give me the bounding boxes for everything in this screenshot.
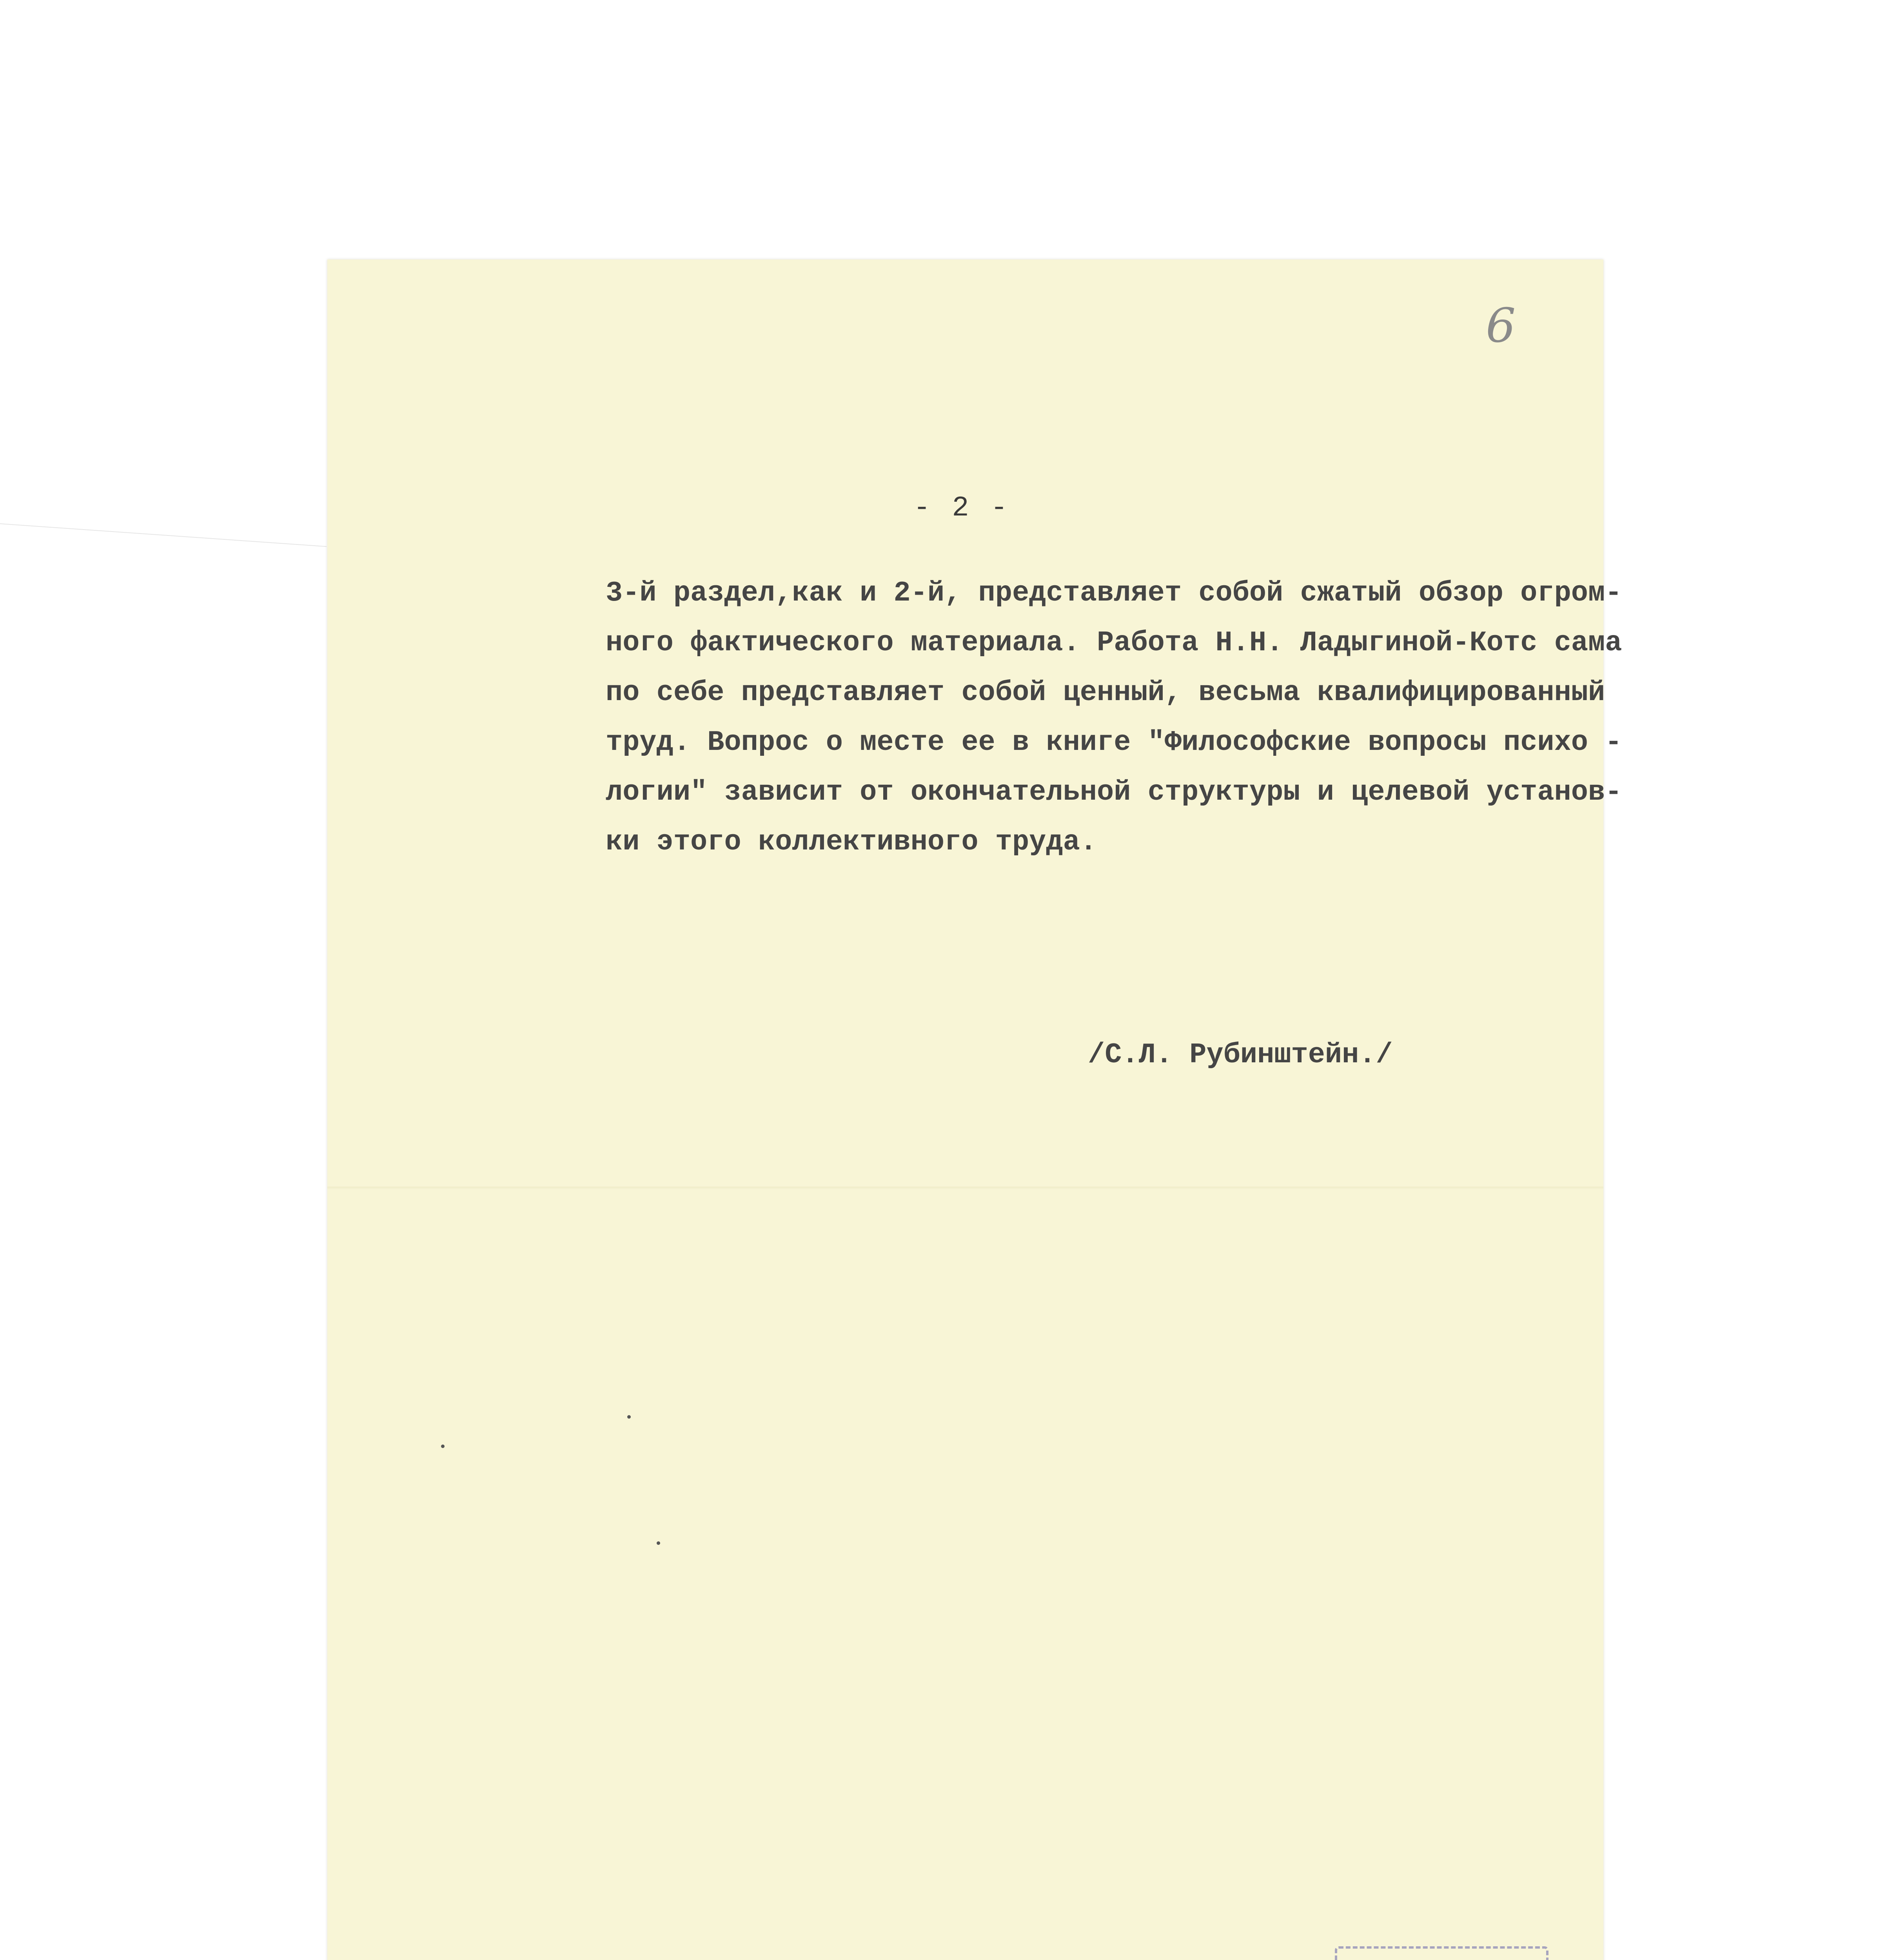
body-line: труд. Вопрос о месте ее в книге "Философские вопросы психо -	[606, 726, 1622, 759]
ink-speck	[441, 1445, 445, 1448]
body-paragraph	[606, 568, 1622, 867]
body-line: логии" зависит от окончательной структуры и целевой установ-	[606, 776, 1622, 808]
scan-edge-line	[0, 523, 327, 547]
paper-fold	[327, 1187, 1603, 1190]
body-line: 3-й раздел,как и 2-й, представляет собой сжатый обзор огром-	[606, 577, 1622, 609]
page-number: - 2 -	[913, 492, 1010, 524]
body-line: ного фактического материала. Работа Н.Н. Ладыгиной-Котс сама	[606, 627, 1622, 659]
body-line: ки этого коллективного труда.	[606, 826, 1097, 858]
body-line: по себе представляет собой ценный, весьма квалифицированный	[606, 677, 1605, 709]
archive-stamp	[1335, 1946, 1548, 1960]
signature: /С.Л. Рубинштейн./	[1088, 1039, 1393, 1071]
ink-speck	[657, 1541, 660, 1545]
folio-number: 6	[1486, 299, 1516, 353]
ink-speck	[627, 1415, 631, 1419]
